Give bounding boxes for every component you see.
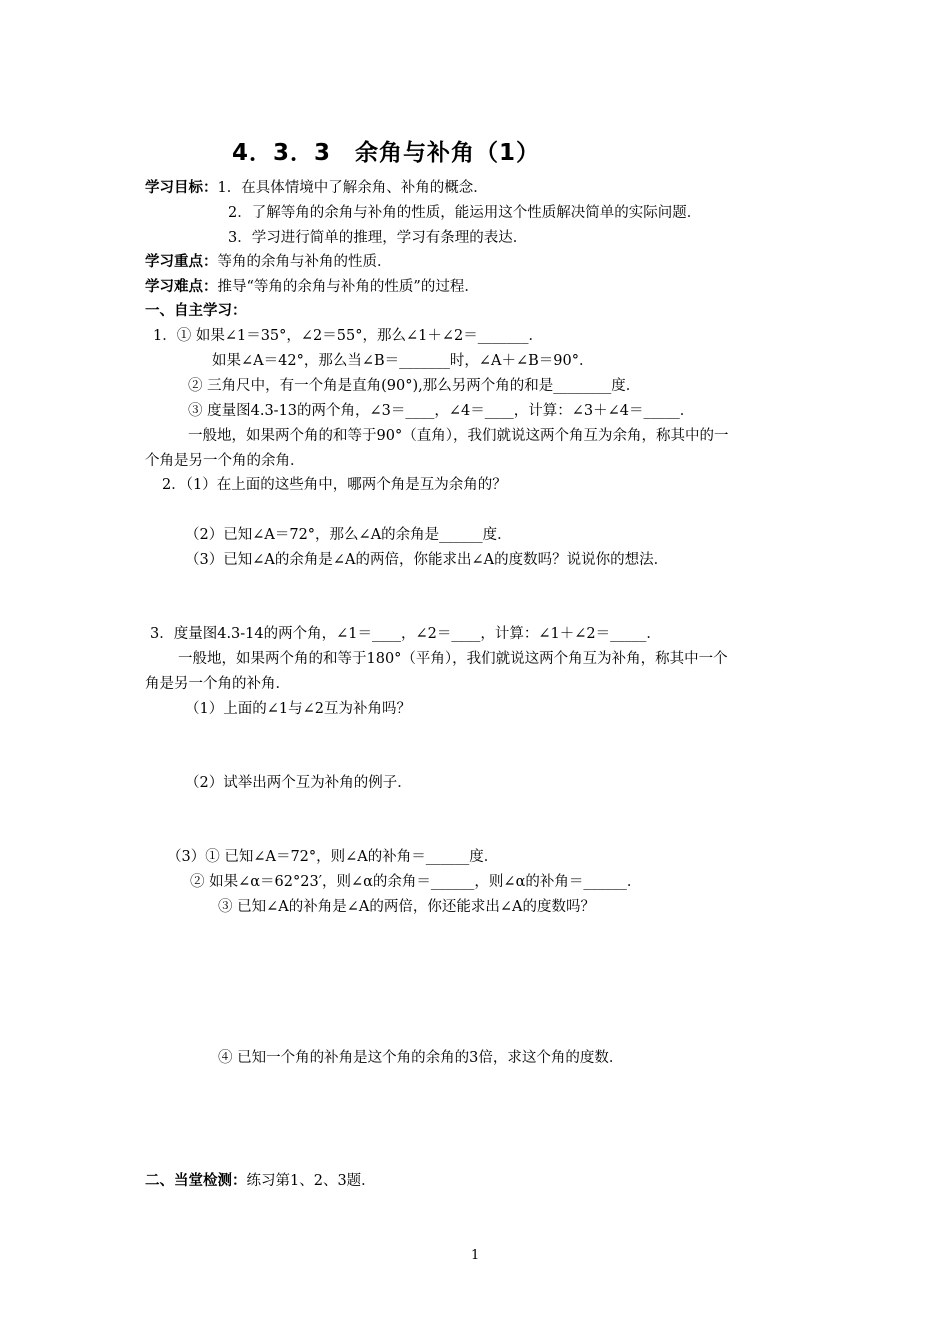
s1-line-11: 一般地，如果两个角的和等于180°（平角），我们就说这两个角互为补角，称其中一个	[178, 651, 728, 667]
s1-line-8: （2）已知∠A＝72°，那么∠A的余角是______度．	[185, 527, 512, 543]
s1-line-12: 角是另一个角的补角．	[145, 676, 290, 692]
s1-line-3: ② 三角尺中，有一个角是直角(90°),那么另两个角的和是________度．	[188, 378, 641, 394]
page-number: 1	[471, 1248, 480, 1263]
focus-text: 等角的余角与补角的性质．	[217, 254, 392, 270]
s1-line-15: （3）① 已知∠A＝72°，则∠A的补角＝______度．	[167, 849, 499, 865]
s1-line-17: ③ 已知∠A的补角是∠A的两倍，你还能求出∠A的度数吗？	[218, 899, 595, 915]
section2-row	[145, 1171, 376, 1191]
page-title: 4．3．3 余角与补角（1）	[232, 140, 541, 166]
goals-label: 学习目标：	[145, 180, 218, 196]
s1-line-2: 如果∠A＝42°，那么当∠B＝_______时，∠A＋∠B＝90°．	[212, 353, 594, 369]
difficulty-text: 推导“等角的余角与补角的性质”的过程．	[217, 279, 479, 295]
s1-line-1: 1．① 如果∠1＝35°，∠2＝55°，那么∠1＋∠2＝_______．	[153, 328, 543, 344]
goal-item-2: 2．了解等角的余角与补角的性质，能运用这个性质解决简单的实际问题．	[228, 205, 702, 221]
s1-line-18: ④ 已知一个角的补角是这个角的余角的3倍，求这个角的度数．	[218, 1050, 624, 1066]
s1-line-14: （2）试举出两个互为补角的例子．	[185, 775, 412, 791]
s1-line-7: 2．（1）在上面的这些角中，哪两个角是互为余角的？	[162, 477, 507, 493]
focus-row	[145, 252, 392, 272]
s1-line-9: （3）已知∠A的余角是∠A的两倍，你能求出∠A的度数吗？说说你的想法．	[185, 552, 669, 568]
s1-line-10: 3．度量图4.3-14的两个角，∠1＝____，∠2＝____，计算：∠1＋∠2＝_____．	[150, 626, 661, 642]
section2-text: 练习第1、2、3题．	[246, 1173, 376, 1189]
s1-line-16: ② 如果∠α＝62°23′，则∠α的余角＝______，则∠α的补角＝______．	[190, 874, 642, 890]
section1-heading: 一、自主学习：	[145, 303, 247, 319]
difficulty-label: 学习难点：	[145, 279, 218, 295]
focus-label: 学习重点：	[145, 254, 218, 270]
s1-line-13: （1）上面的∠1与∠2互为补角吗？	[185, 701, 411, 717]
goal-item-1: 1．在具体情境中了解余角、补角的概念．	[217, 180, 488, 196]
s1-line-4: ③ 度量图4.3-13的两个角，∠3＝____，∠4＝____，计算：∠3＋∠4＝_____．	[188, 403, 695, 419]
s1-line-6: 个角是另一个角的余角．	[145, 453, 305, 469]
difficulty-row	[145, 277, 479, 297]
section2-label: 二、当堂检测：	[145, 1173, 247, 1189]
s1-line-5: 一般地，如果两个角的和等于90°（直角），我们就说这两个角互为余角，称其中的一	[188, 428, 729, 444]
goal-item-3: 3．学习进行简单的推理，学习有条理的表达．	[228, 230, 528, 246]
goals-row-1	[145, 178, 488, 198]
